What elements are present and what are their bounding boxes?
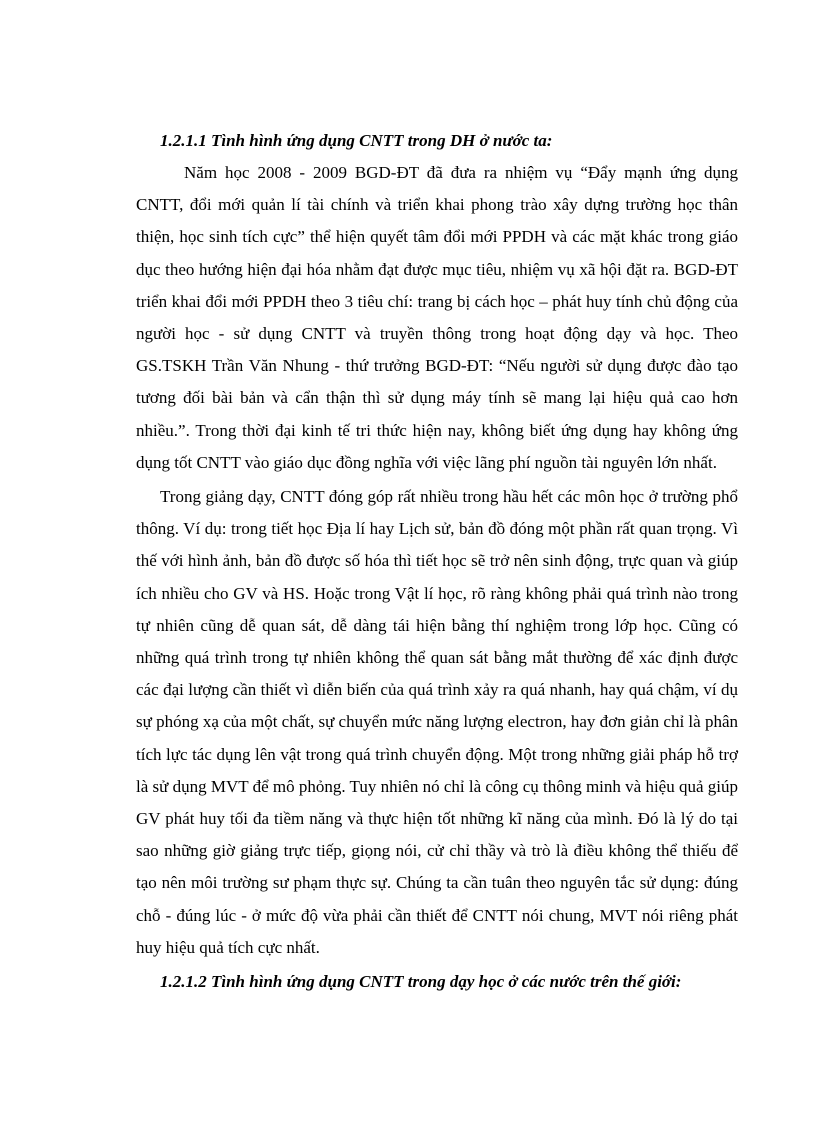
paragraph-domestic-it-application: Năm học 2008 - 2009 BGD-ĐT đã đưa ra nhiệm vụ “Đẩy mạnh ứng dụng CNTT, đổi mới quản lí tài chính và triển khai phong trào xây dựng trường học thân thiện, học sinh tích cực” thể hiện quyết tâm đổi mới PPDH và các mặt khác trong giáo dục theo hướng hiện đại hóa nhằm đạt được mục tiêu, nhiệm vụ xã hội đặt ra. BGD-ĐT triển khai đổi mới PPDH theo 3 tiêu chí: trang bị cách học – phát huy tính chủ động của người học - sử dụng CNTT và truyền thông trong hoạt động dạy và học. Theo GS.TSKH Trần Văn Nhung - thứ trưởng BGD-ĐT: “Nếu người sử dụng được đào tạo tương đối bài bản và cẩn thận thì sử dụng máy tính sẽ mang lại hiệu quả cao hơn nhiều.”. Trong thời đại kinh tế tri thức hiện nay, không biết ứng dụng hay không ứng dụng tốt CNTT vào giáo dục đồng nghĩa với việc lãng phí nguồn tài nguyên lớn nhất. [136, 163, 738, 472]
paragraph-it-in-teaching: Trong giảng dạy, CNTT đóng góp rất nhiều trong hầu hết các môn học ở trường phổ thông. Ví dụ: trong tiết học Địa lí hay Lịch sử, bản đồ đóng một phần rất quan trọng. Vì thế với hình ảnh, bản đồ được số hóa thì tiết học sẽ trở nên sinh động, trực quan và giúp ích nhiều cho GV và HS. Hoặc trong Vật lí học, rõ ràng không phải quá trình nào trong tự nhiên cũng dễ quan sát, dễ dàng tái hiện bằng thí nghiệm trong lớp học. Cũng có những quá trình trong tự nhiên không thể quan sát bằng mắt thường để xác định được các đại lượng cần thiết vì diễn biến của quá trình xảy ra quá nhanh, hay quá chậm, ví dụ sự phóng xạ của một chất, sự chuyển mức năng lượng electron, hay đơn giản chỉ là phân tích lực tác dụng lên vật trong quá trình chuyển động. Một trong những giải pháp hỗ trợ là sử dụng MVT để mô phỏng. Tuy nhiên nó chỉ là công cụ thông minh và hiệu quả giúp GV phát huy tối đa tiềm năng và thực hiện tốt những kĩ năng của mình. Đó là lý do tại sao những giờ giảng trực tiếp, giọng nói, cử chỉ thầy và trò là điều không thể thiếu để tạo nên môi trường sư phạm thực sự. Chúng ta cần tuân theo nguyên tắc sử dụng: đúng chỗ - đúng lúc - ở mức độ vừa phải cần thiết để CNTT nói chung, MVT nói riêng phát huy hiệu quả tích cực nhất. [136, 487, 738, 957]
section-heading-1-2-1-1: 1.2.1.1 Tình hình ứng dụng CNTT trong DH ở nước ta: [160, 131, 553, 150]
document-body [136, 125, 738, 998]
section-heading-1-2-1-2: 1.2.1.2 Tình hình ứng dụng CNTT trong dạy học ở các nước trên thế giới: [160, 972, 682, 992]
